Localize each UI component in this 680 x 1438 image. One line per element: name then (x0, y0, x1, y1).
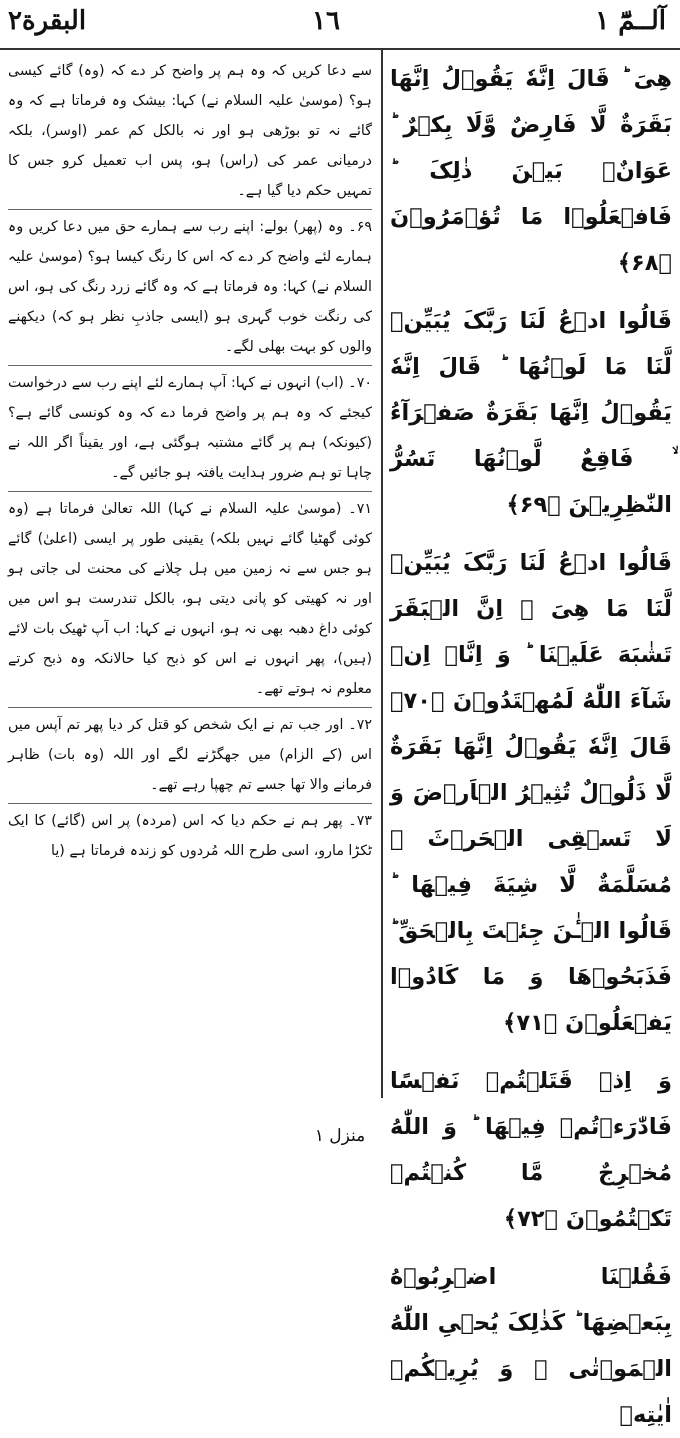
surah-name: البقرة٢ (8, 6, 87, 36)
arabic-text-column (390, 56, 672, 1428)
urdu-paragraph: ۶۹۔ وہ (پھر) بولے: اپنے رب سے ہمارے حق میں دعا کریں وہ ہمارے لئے واضح کر دے کہ اس کا رنگ کیسا ہو؟ (موسیٰ علیہ السلام نے) کہا: وہ فرماتا ہے کہ وہ گائے زرد رنگ کی ہو، اس کی رنگت خوب گہری ہو (ایسی جاذبِ نظر ہو کہ) دیکھنے والوں کو بہت بھلی لگے۔ (8, 209, 372, 362)
page-number: ١٦ (312, 6, 340, 36)
column-divider (381, 48, 383, 1098)
para-name: آلــمّٓ ١ (595, 6, 666, 36)
urdu-paragraph: ۷۱۔ (موسیٰ علیہ السلام نے کہا) اللہ تعالیٰ فرماتا ہے (وہ کوئی گھٹیا گائے نہیں بلکہ) یقینی طور پر ایسی (اعلیٰ) گائے ہو جس سے نہ زمین میں ہل چلانے کی محنت لی جاتی ہو اور نہ کھیتی کو پانی دیتی ہو، بالکل تندرست ہو اس میں کوئی داغ دھبہ بھی نہ ہو، انہوں نے کہا: اب آپ ٹھیک بات لائے (ہیں)، پھر انہوں نے اس کو ذبح کیا حالانکہ وہ ذبح کرتے معلوم نہ ہوتے تھے۔ (8, 491, 372, 704)
urdu-paragraph: سے دعا کریں کہ وہ ہم پر واضح کر دے کہ (وہ) گائے کیسی ہو؟ (موسیٰ علیہ السلام نے) کہا: بیشک وہ فرماتا ہے کہ وہ گائے نہ تو بوڑھی ہو اور نہ بالکل کم عمر (اوسر)، بلکہ درمیانی عمر کی (راس) ہو، پس اب تعمیل کرو جس کا تمہیں حکم دیا گیا ہے۔ (8, 63, 372, 199)
manzil-footer: منزل ١ (314, 1126, 366, 1146)
urdu-translation-column (8, 56, 372, 1096)
arabic-paragraph: فَقُلۡنَا اضۡرِبُوۡهُ بِبَعۡضِهَا ؕ کَذٰلِکَ یُحۡیِ اللّٰهُ الۡمَوۡتٰی ۙ وَ یُرِیۡکُمۡ اٰیٰتِهٖ (390, 1264, 672, 1428)
arabic-paragraph: وَ اِذۡ قَتَلۡتُمۡ نَفۡسًا فَادّٰرَءۡتُمۡ فِیۡهَا ؕ وَ اللّٰهُ مُخۡرِجٌ مَّا کُنۡتُمۡ تَکۡتُمُوۡنَ ﴿۷۲﴾ (390, 1068, 672, 1232)
urdu-paragraph: ۷۳۔ پھر ہم نے حکم دیا کہ اس (مردہ) پر اس (گائے) کا ایک ٹکڑا مارو، اسی طرح اللہ مُردوں کو زندہ فرماتا ہے (یا (8, 803, 372, 866)
page-header (0, 0, 680, 50)
urdu-paragraph: ۷۲۔ اور جب تم نے ایک شخص کو قتل کر دیا پھر تم آپس میں اس (کے الزام) میں جھگڑنے لگے اور اللہ (وہ بات) ظاہر فرمانے والا تھا جسے تم چھپا رہے تھے۔ (8, 707, 372, 800)
arabic-paragraph: قَالُوا ادۡعُ لَنَا رَبَّکَ یُبَیِّنۡ لَّنَا مَا هِیَ ۙ اِنَّ الۡبَقَرَ تَشٰبَهَ عَلَیۡنَا ؕ وَ اِنَّاۤ اِنۡ شَآءَ اللّٰهُ لَمُهۡتَدُوۡنَ ﴿۷۰﴾ قَالَ اِنَّهٗ یَقُوۡلُ اِنَّهَا بَقَرَةٌ لَّا ذَلُوۡلٌ تُثِیۡرُ الۡاَرۡضَ وَ لَا تَسۡقِی الۡحَرۡثَ ۚ مُسَلَّمَةٌ لَّا شِیَةَ فِیۡهَا ؕ قَالُوا الۡـٰٔنَ جِئۡتَ بِالۡحَقِّ ؕ فَذَبَحُوۡهَا وَ مَا کَادُوۡا یَفۡعَلُوۡنَ ﴿۷۱﴾ (390, 550, 672, 1036)
arabic-paragraph: قَالُوا ادۡعُ لَنَا رَبَّکَ یُبَیِّنۡ لَّنَا مَا لَوۡنُهَا ؕ قَالَ اِنَّهٗ یَقُوۡلُ اِنَّهَا بَقَرَةٌ صَفۡرَآءُ ۙ فَاقِعٌ لَّوۡنُهَا تَسُرُّ النّٰظِرِیۡنَ ﴿۶۹﴾ (390, 308, 672, 518)
urdu-paragraph: ۷۰۔ (اب) انہوں نے کہا: آپ ہمارے لئے اپنے رب سے درخواست کیجئے کہ وہ ہم پر واضح فرما دے کہ وہ کونسی گائے ہے؟ (کیونکہ) ہم پر گائے مشتبہ ہوگئی ہے، اور یقیناً اگر اللہ نے چاہا تو ہم ضرور ہدایت یافتہ ہو جائیں گے۔ (8, 365, 372, 488)
arabic-paragraph: هِیَ ؕ قَالَ اِنَّهٗ یَقُوۡلُ اِنَّهَا بَقَرَةٌ لَّا فَارِضٌ وَّلَا بِکۡرٌ ؕ عَوَانٌۢ بَیۡنَ ذٰلِکَ ؕ فَافۡعَلُوۡا مَا تُؤۡمَرُوۡنَ ﴿۶۸﴾ (390, 66, 672, 276)
